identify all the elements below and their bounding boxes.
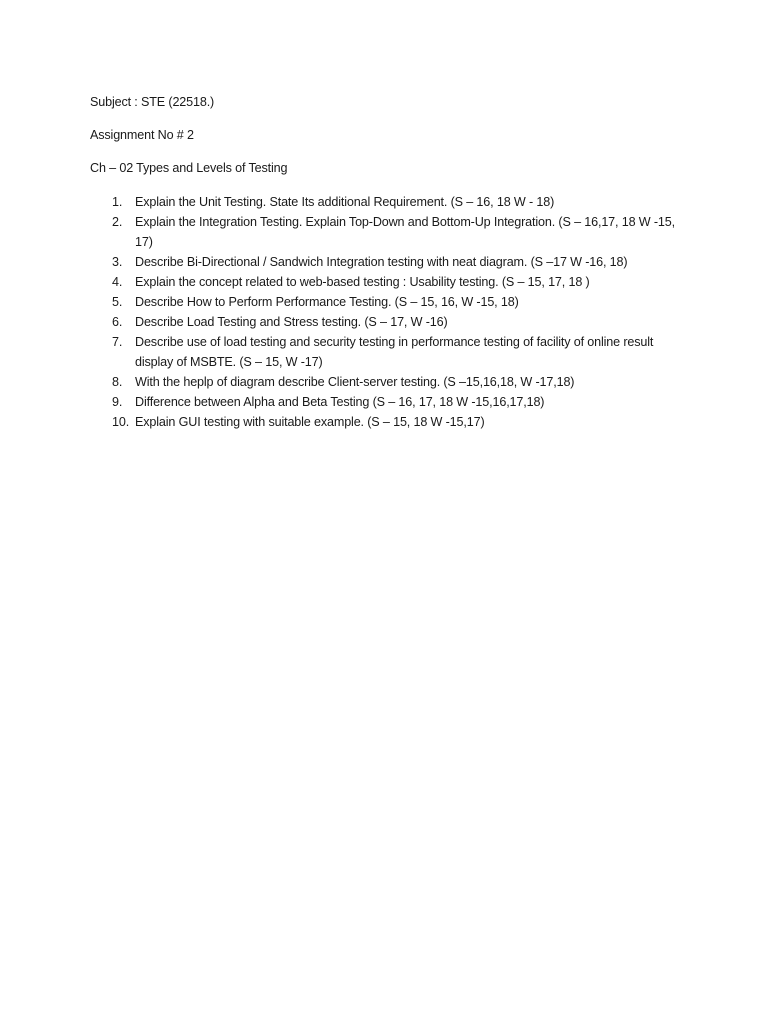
question-item — [90, 372, 690, 392]
question-text: Explain the concept related to web-based testing : Usability testing. (S – 15, 17, 18 ) — [135, 275, 590, 289]
question-item — [90, 252, 690, 272]
question-item — [90, 412, 690, 432]
question-number: 8. — [112, 375, 123, 389]
question-item — [90, 212, 690, 252]
assignment-number: Assignment No # 2 — [90, 128, 194, 142]
question-text: Describe How to Perform Performance Testing. (S – 15, 16, W -15, 18) — [135, 295, 519, 309]
question-number: 2. — [112, 215, 123, 229]
question-list — [90, 192, 690, 432]
question-text: Difference between Alpha and Beta Testing (S – 16, 17, 18 W -15,16,17,18) — [135, 395, 545, 409]
question-item — [90, 192, 690, 212]
document-page — [90, 94, 690, 432]
question-item — [90, 272, 690, 292]
question-text: Describe Bi-Directional / Sandwich Integration testing with neat diagram. (S –17 W -16, 18) — [135, 255, 628, 269]
question-text: Describe Load Testing and Stress testing. (S – 17, W -16) — [135, 315, 448, 329]
question-item — [90, 392, 690, 412]
chapter-title: Ch – 02 Types and Levels of Testing — [90, 161, 288, 175]
question-text: With the heplp of diagram describe Client-server testing. (S –15,16,18, W -17,18) — [135, 375, 575, 389]
subject-line: Subject : STE (22518.) — [90, 95, 215, 109]
question-item — [90, 332, 690, 372]
question-number: 5. — [112, 295, 123, 309]
question-number: 6. — [112, 315, 123, 329]
question-item — [90, 312, 690, 332]
question-item — [90, 292, 690, 312]
question-number: 4. — [112, 275, 123, 289]
question-text: Explain the Integration Testing. Explain Top-Down and Bottom-Up Integration. (S – 16,17, 18 W -15, 17) — [135, 215, 675, 249]
question-text: Explain the Unit Testing. State Its additional Requirement. (S – 16, 18 W - 18) — [135, 195, 555, 209]
question-number: 9. — [112, 395, 123, 409]
question-text: Explain GUI testing with suitable example. (S – 15, 18 W -15,17) — [135, 415, 485, 429]
question-number: 7. — [112, 335, 123, 349]
question-text: Describe use of load testing and security testing in performance testing of facility of online result display of MSBTE. (S – 15, W -17) — [135, 335, 654, 369]
question-number: 10. — [112, 415, 130, 429]
question-number: 3. — [112, 255, 123, 269]
question-number: 1. — [112, 195, 123, 209]
